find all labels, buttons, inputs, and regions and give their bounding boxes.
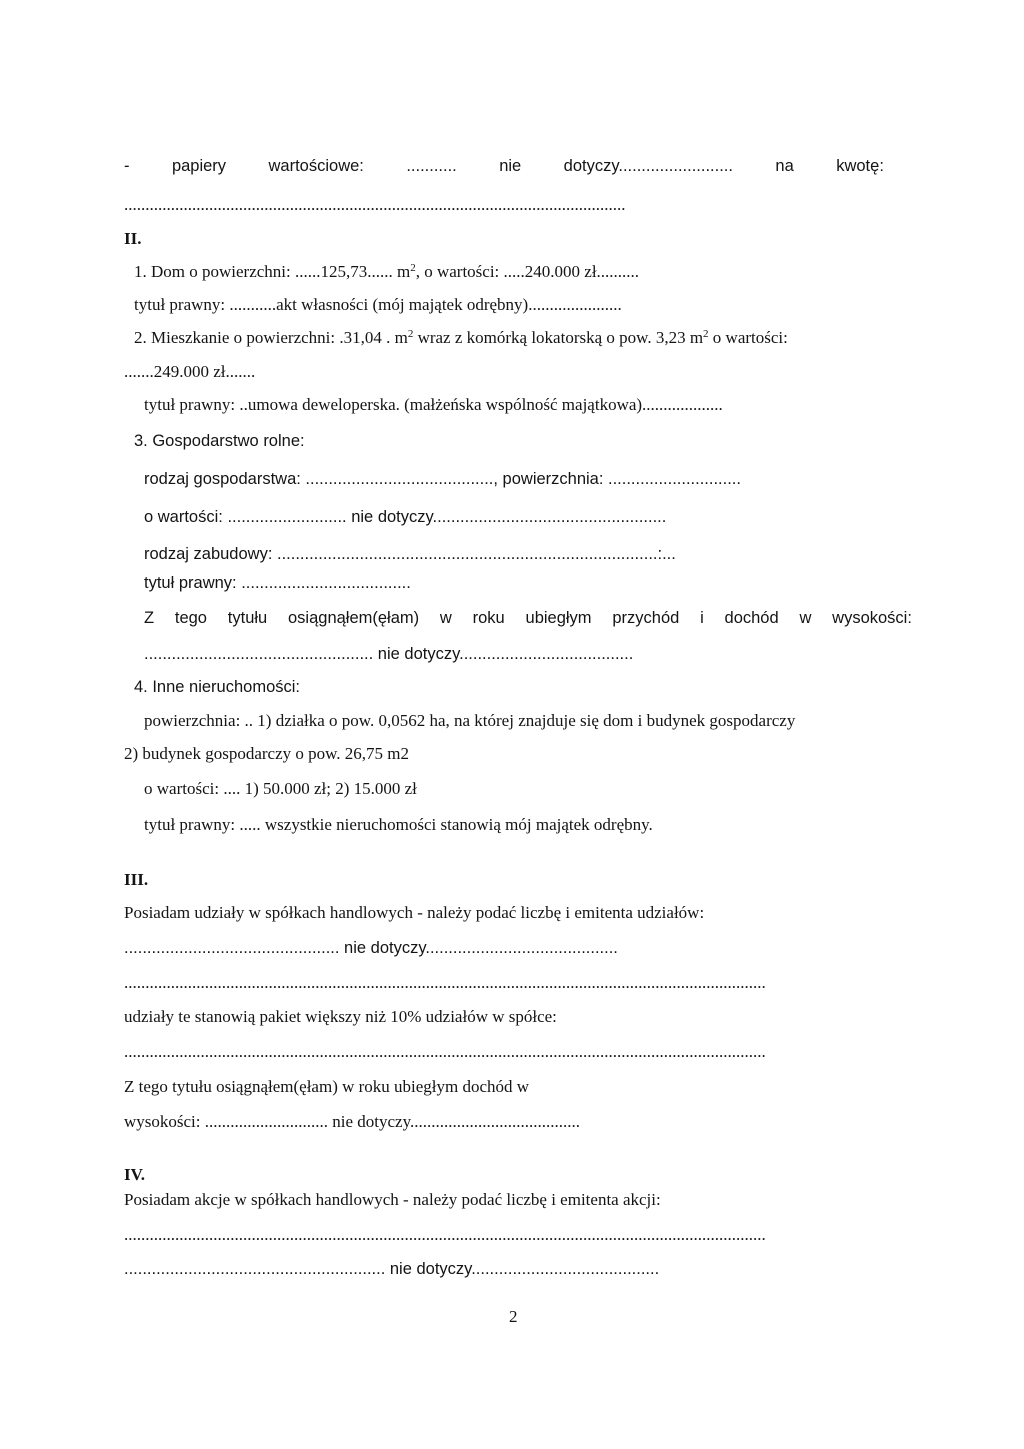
flat-storage-unit-sup: 2 — [703, 328, 709, 340]
shares-package: udziały te stanowią pakiet większy niż 10% udziałów w spółce: — [124, 1007, 557, 1026]
shares-dots: ....................................................................................................................................................... — [124, 973, 766, 992]
farm-heading: 3. Gospodarstwo rolne: — [134, 432, 305, 450]
securities-word-2: wartościowe: — [268, 157, 364, 175]
flat-area: 2. Mieszkanie o powierzchni: .31,04 . m — [134, 328, 408, 347]
farm-income-word: w — [799, 609, 812, 627]
securities-word-4: nie — [499, 157, 522, 175]
farm-value: o wartości: .......................... nie dotyczy................................................... — [144, 508, 667, 526]
house-area-unit-sup: 2 — [410, 262, 416, 274]
securities-dash: - — [124, 157, 130, 175]
farm-income-word: tego — [174, 609, 207, 627]
farm-income-word: dochód — [724, 609, 779, 627]
house-area: 1. Dom o powierzchni: ......125,73...... m — [134, 262, 411, 281]
other-property-heading: 4. Inne nieruchomości: — [134, 678, 301, 696]
securities-word-1: papiery — [171, 157, 227, 175]
other-property-area: powierzchnia: .. 1) działka o pow. 0,0562 ha, na której znajduje się dom i budynek gospodarczy — [144, 711, 796, 730]
securities-word-6: na — [775, 157, 794, 175]
farm-income-word: wysokości: — [832, 609, 912, 627]
stocks-line: Posiadam akcje w spółkach handlowych - należy podać liczbę i emitenta akcji: — [124, 1190, 661, 1209]
house-value: , o wartości: .....240.000 zł.......... — [415, 262, 640, 281]
farm-income-line — [144, 608, 912, 628]
farm-buildings: rodzaj zabudowy: ...................................................................................:... — [144, 545, 676, 563]
farm-income-word: Z — [144, 609, 155, 627]
flat-value: .......249.000 zł....... — [124, 362, 256, 381]
section-3-heading: III. — [124, 870, 149, 889]
flat-title: tytuł prawny: ..umowa deweloperska. (małżeńska wspólność majątkowa)................... — [144, 395, 723, 414]
section-2-heading: II. — [124, 229, 142, 248]
section-4-heading: IV. — [124, 1165, 145, 1184]
farm-title: tytuł prawny: ..................................... — [144, 574, 411, 592]
shares-value: ............................................... nie dotyczy.......................................... — [124, 939, 618, 957]
stocks-dots: ....................................................................................................................................................... — [124, 1225, 766, 1244]
other-property-value: o wartości: .... 1) 50.000 zł; 2) 15.000 zł — [144, 779, 417, 798]
farm-income-word: tytułu — [227, 609, 268, 627]
shares-line: Posiadam udziały w spółkach handlowych - należy podać liczbę i emitenta udziałów: — [124, 903, 705, 922]
farm-type: rodzaj gospodarstwa: ........................................., powierzchnia: ............................. — [144, 470, 741, 488]
farm-income-word: roku — [472, 609, 505, 627]
farm-income-word: ubiegłym — [525, 609, 592, 627]
farm-income-word: i — [700, 609, 704, 627]
shares-income: Z tego tytułu osiągnąłem(ęłam) w roku ubiegłym dochód w — [124, 1077, 530, 1096]
securities-amount-dots: ...................................................................................................................... — [124, 195, 626, 214]
farm-income-word: osiągnąłem(ęłam) — [288, 609, 420, 627]
flat-area-unit-sup: 2 — [407, 328, 414, 340]
house-title: tytuł prawny: ...........akt własności (mój majątek odrębny)...................... — [134, 295, 622, 314]
other-property-area-2: 2) budynek gospodarczy o pow. 26,75 m2 — [124, 744, 410, 763]
securities-dots: ........... — [406, 157, 457, 175]
farm-income-word: w — [439, 609, 452, 627]
other-property-title: tytuł prawny: ..... wszystkie nieruchomości stanowią mój majątek odrębny. — [144, 815, 653, 834]
house-line — [134, 262, 639, 282]
flat-storage: wraz z komórką lokatorską o pow. 3,23 m — [413, 328, 704, 347]
shares-income-value: wysokości: ............................. nie dotyczy........................................ — [124, 1112, 580, 1131]
flat-value-label: o wartości: — [708, 328, 788, 347]
page-number: 2 — [509, 1307, 518, 1326]
securities-word-5: dotyczy......................... — [563, 157, 733, 175]
stocks-value: ......................................................... nie dotyczy......................................... — [124, 1260, 660, 1278]
shares-package-dots: ....................................................................................................................................................... — [124, 1042, 766, 1061]
flat-line — [134, 328, 788, 348]
securities-line — [124, 156, 884, 176]
farm-income-value: .................................................. nie dotyczy...................................... — [144, 645, 634, 663]
securities-word-7: kwotę: — [836, 157, 884, 175]
farm-income-word: przychód — [612, 609, 680, 627]
